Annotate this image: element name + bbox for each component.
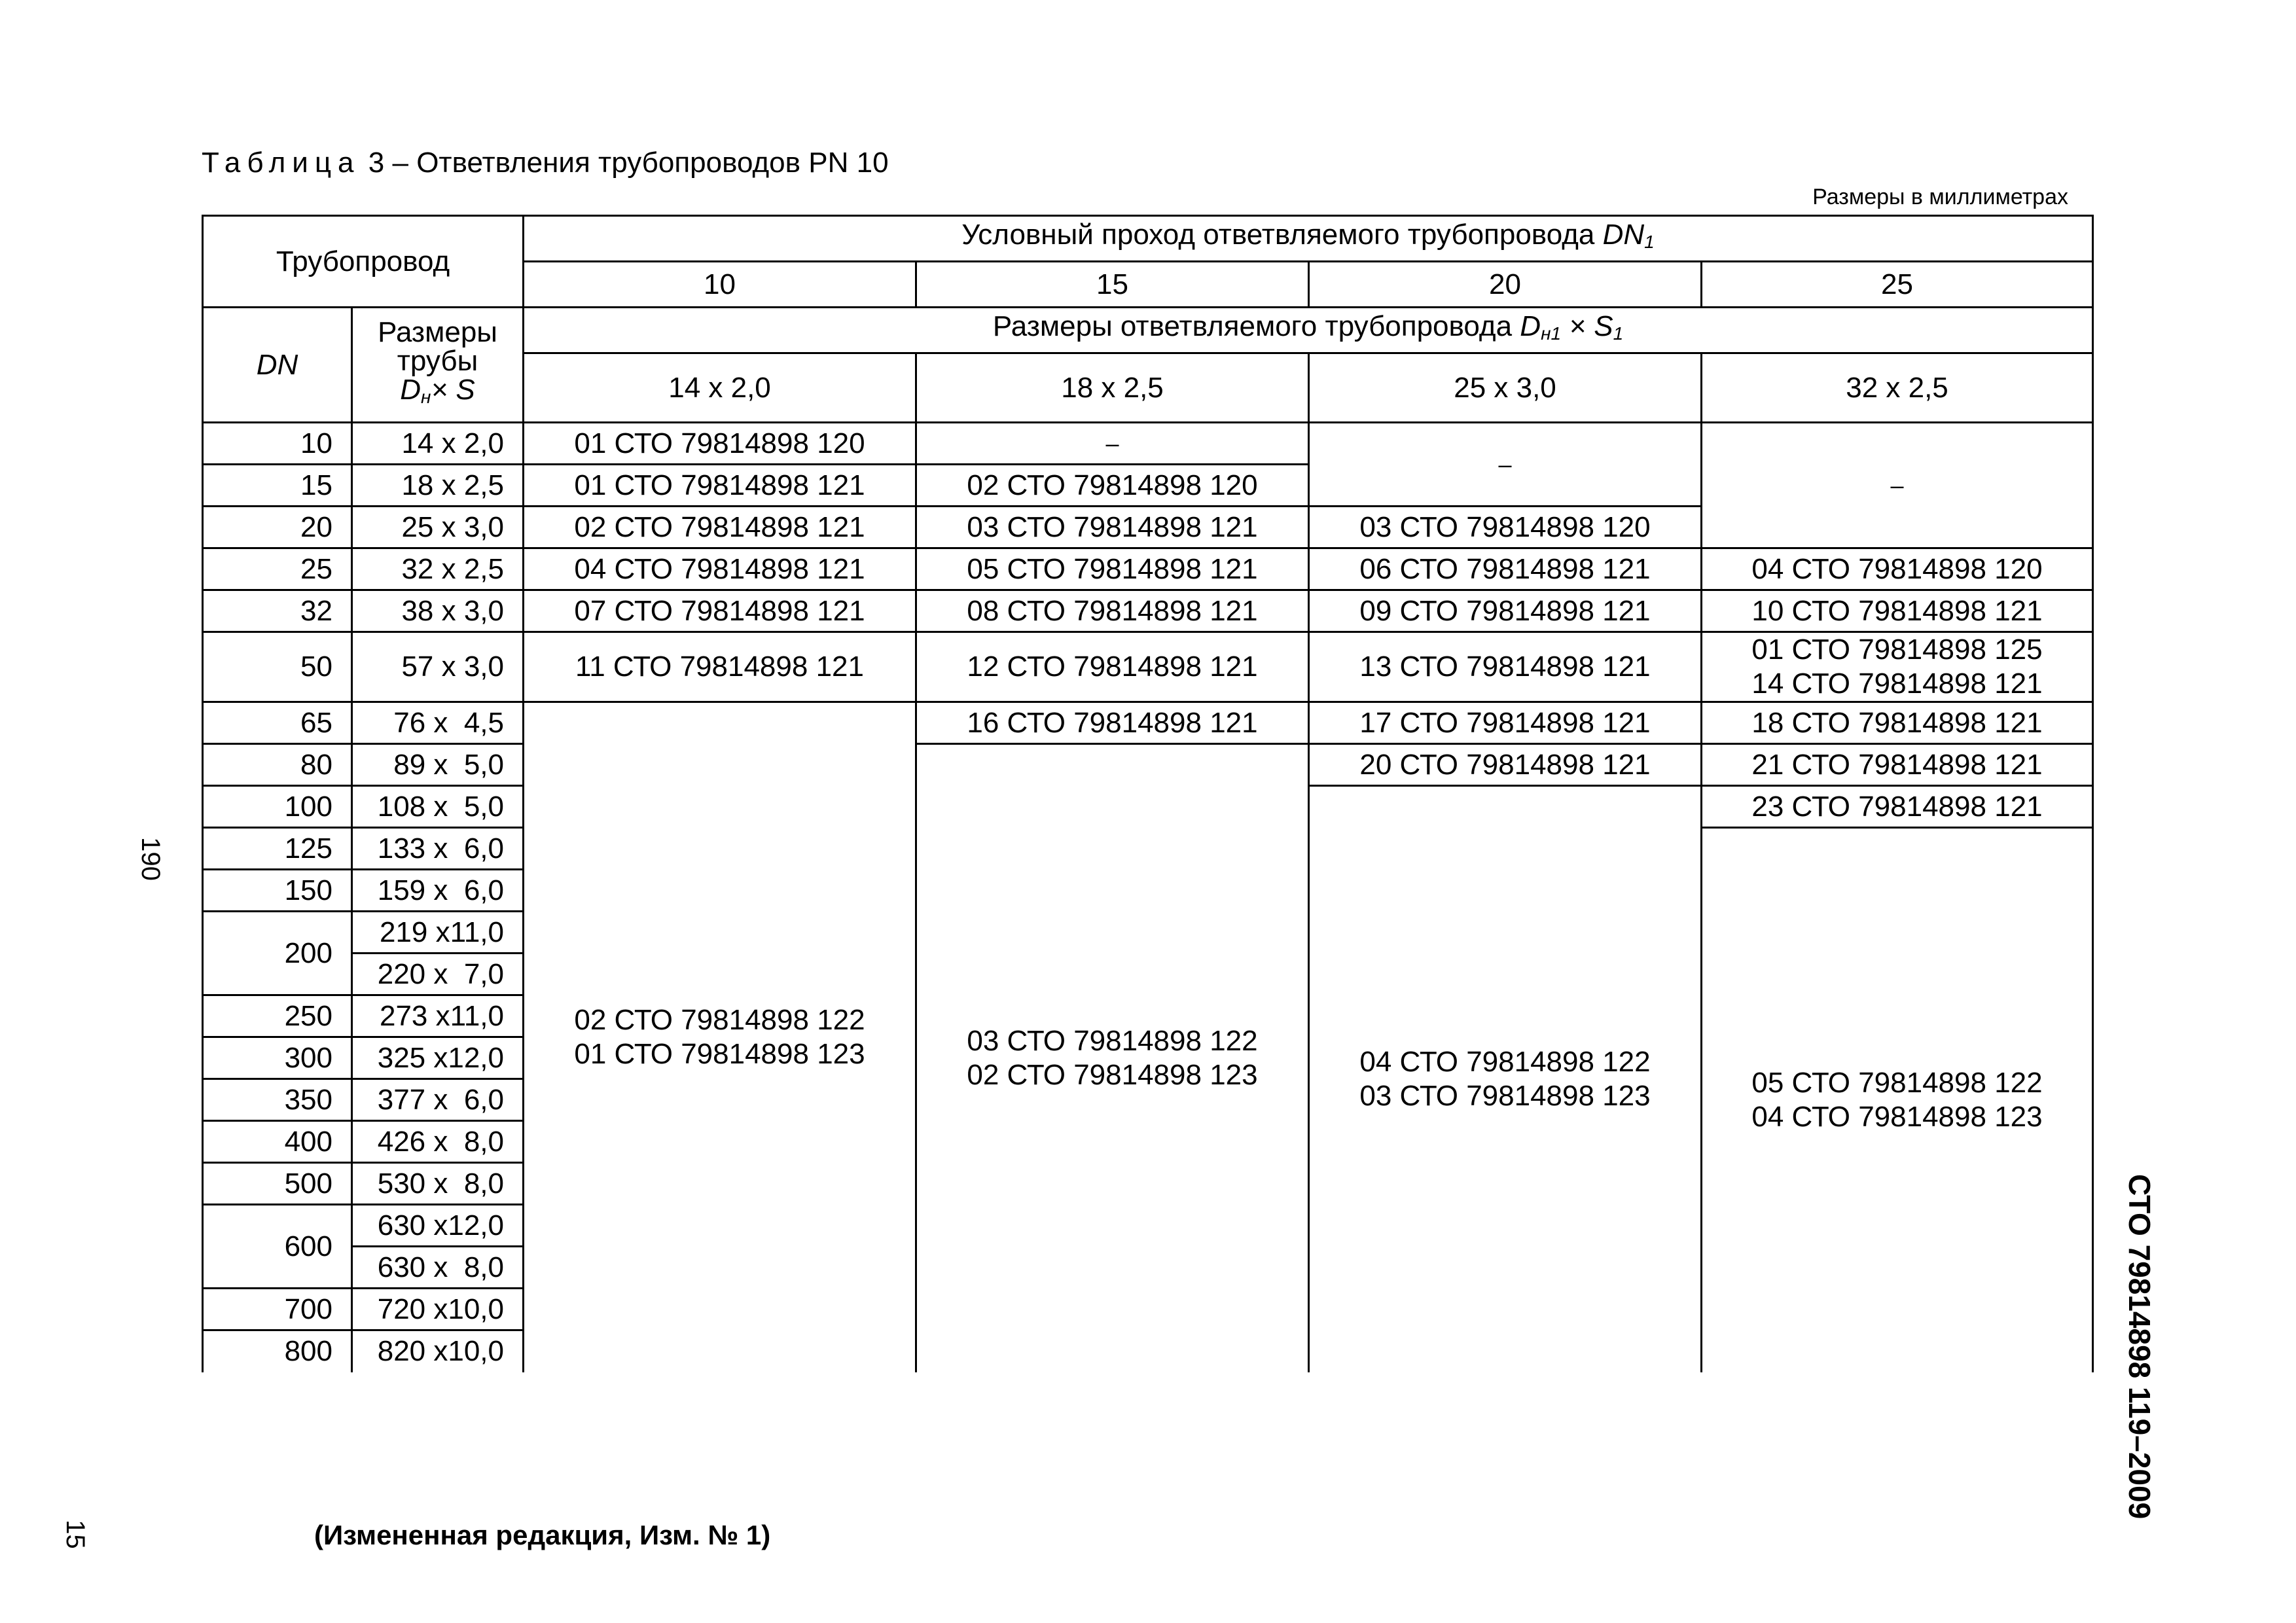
caption-number: 3 (368, 147, 385, 179)
row-size: 630 х 8,0 (352, 1247, 524, 1289)
cell-designation-group (1702, 828, 2093, 1372)
row-dn: 500 (203, 1163, 352, 1205)
row-size: 273 х11,0 (352, 995, 524, 1037)
header-branch-sizes-x: × S (1569, 310, 1613, 342)
header-pipe-sizes-symbol: D (400, 374, 422, 406)
cell-designation-group (524, 702, 916, 1372)
header-dn: DN (203, 308, 352, 423)
branch-size-20: 25 х 3,0 (1309, 353, 1702, 423)
cell-designation: 11 СТО 79814898 121 (524, 632, 916, 702)
header-branch-sizes-sub: н1 (1541, 323, 1562, 344)
cell-dash: – (1309, 423, 1702, 507)
cell-designation: 04 СТО 79814898 120 (1702, 548, 2093, 590)
row-size: 159 х 6,0 (352, 870, 524, 912)
row-size: 219 х11,0 (352, 912, 524, 954)
branch-size-15: 18 х 2,5 (916, 353, 1309, 423)
header-pipe-sizes-line1: Размеры (378, 316, 497, 348)
caption-title: Ответвления трубопроводов PN 10 (416, 147, 889, 179)
cell-designation: 20 СТО 79814898 121 (1309, 744, 1702, 786)
row-dn: 10 (203, 423, 352, 465)
cell-designation: 04 СТО 79814898 121 (524, 548, 916, 590)
cell-designation: 10 СТО 79814898 121 (1702, 590, 2093, 632)
row-size: 38 х 3,0 (352, 590, 524, 632)
header-pipe-sizes-sub: н (421, 387, 431, 407)
header-branch-sizes (524, 308, 2093, 353)
row-dn: 65 (203, 702, 352, 744)
cell-designation: 05 СТО 79814898 122 (1751, 1067, 2043, 1099)
row-dn: 600 (203, 1205, 352, 1289)
units-note: Размеры в миллиметрах (1812, 185, 2068, 209)
row-dn: 150 (203, 870, 352, 912)
cell-designation: 03 СТО 79814898 123 (1359, 1080, 1651, 1113)
amendment-note: (Измененная редакция, Изм. № 1) (314, 1520, 771, 1550)
branch-dn-10: 10 (524, 262, 916, 308)
row-dn: 800 (203, 1330, 352, 1372)
row-dn: 50 (203, 632, 352, 702)
row-dn: 300 (203, 1037, 352, 1079)
cell-designation: 09 СТО 79814898 121 (1309, 590, 1702, 632)
row-size: 220 х 7,0 (352, 954, 524, 995)
branch-size-10: 14 х 2,0 (524, 353, 916, 423)
row-size: 89 х 5,0 (352, 744, 524, 786)
row-size: 18 х 2,5 (352, 465, 524, 507)
cell-designation-pair (1702, 632, 2093, 702)
cell-designation: 02 СТО 79814898 123 (967, 1059, 1258, 1092)
branch-size-25: 32 х 2,5 (1702, 353, 2093, 423)
header-branch-sizes-sub2: 1 (1613, 323, 1624, 344)
branch-dn-15: 15 (916, 262, 1309, 308)
header-pipe-sizes (352, 308, 524, 423)
cell-designation: 16 СТО 79814898 121 (916, 702, 1309, 744)
header-branch-sizes-title: Размеры ответвляемого трубопровода (992, 310, 1513, 342)
row-size: 108 х 5,0 (352, 786, 524, 828)
cell-dash: – (916, 423, 1309, 465)
cell-designation: 02 СТО 79814898 122 (574, 1004, 865, 1037)
row-dn: 15 (203, 465, 352, 507)
row-size: 76 х 4,5 (352, 702, 524, 744)
row-size: 720 х10,0 (352, 1289, 524, 1330)
row-size: 14 х 2,0 (352, 423, 524, 465)
header-branch-dn-title: Условный проход ответвляемого трубопровода (961, 219, 1595, 251)
header-pipeline: Трубопровод (203, 216, 524, 308)
cell-designation: 14 СТО 79814898 121 (1751, 668, 2043, 700)
header-branch-dn-sub: 1 (1644, 232, 1655, 252)
row-size: 32 х 2,5 (352, 548, 524, 590)
cell-designation: 06 СТО 79814898 121 (1309, 548, 1702, 590)
row-size: 325 х12,0 (352, 1037, 524, 1079)
cell-designation: 03 СТО 79814898 120 (1309, 507, 1702, 548)
header-branch-dn-symbol: DN (1602, 219, 1645, 251)
header-branch-dn (524, 216, 2093, 262)
header-branch-sizes-symbol: D (1520, 310, 1541, 342)
cell-designation: 01 СТО 79814898 120 (524, 423, 916, 465)
row-size: 630 х12,0 (352, 1205, 524, 1247)
branch-table (202, 215, 2094, 1372)
row-dn: 25 (203, 548, 352, 590)
caption-prefix: Таблица (202, 147, 361, 179)
page-number-left: 190 (135, 837, 165, 881)
row-dn: 32 (203, 590, 352, 632)
caption-dash: – (392, 147, 408, 179)
cell-designation: 07 СТО 79814898 121 (524, 590, 916, 632)
cell-designation: 04 СТО 79814898 122 (1359, 1046, 1651, 1079)
cell-designation: 01 СТО 79814898 123 (574, 1038, 865, 1071)
cell-designation: 18 СТО 79814898 121 (1702, 702, 2093, 744)
header-pipe-sizes-symbol-line (361, 376, 514, 412)
branch-dn-20: 20 (1309, 262, 1702, 308)
row-size: 133 х 6,0 (352, 828, 524, 870)
cell-designation: 03 СТО 79814898 122 (967, 1025, 1258, 1058)
row-dn: 100 (203, 786, 352, 828)
row-size: 820 х10,0 (352, 1330, 524, 1372)
cell-designation-group (1309, 786, 1702, 1372)
cell-designation: 05 СТО 79814898 121 (916, 548, 1309, 590)
row-size: 25 х 3,0 (352, 507, 524, 548)
row-size: 57 х 3,0 (352, 632, 524, 702)
row-dn: 80 (203, 744, 352, 786)
header-pipe-sizes-line2: трубы (397, 345, 478, 377)
cell-designation: 08 СТО 79814898 121 (916, 590, 1309, 632)
row-dn: 125 (203, 828, 352, 870)
cell-designation: 02 СТО 79814898 121 (524, 507, 916, 548)
row-dn: 350 (203, 1079, 352, 1121)
branch-dn-25: 25 (1702, 262, 2093, 308)
cell-designation: 17 СТО 79814898 121 (1309, 702, 1702, 744)
row-size: 530 х 8,0 (352, 1163, 524, 1205)
row-dn: 20 (203, 507, 352, 548)
cell-designation: 23 СТО 79814898 121 (1702, 786, 2093, 828)
row-dn: 250 (203, 995, 352, 1037)
standard-code: СТО 79814898 119–2009 (2123, 1174, 2157, 1520)
row-dn: 200 (203, 912, 352, 995)
cell-dash: – (1702, 423, 2093, 548)
row-dn: 700 (203, 1289, 352, 1330)
cell-designation: 13 СТО 79814898 121 (1309, 632, 1702, 702)
row-size: 426 х 8,0 (352, 1121, 524, 1163)
cell-designation: 04 СТО 79814898 123 (1751, 1101, 2043, 1133)
cell-designation: 12 СТО 79814898 121 (916, 632, 1309, 702)
cell-designation: 21 СТО 79814898 121 (1702, 744, 2093, 786)
cell-designation: 02 СТО 79814898 120 (916, 465, 1309, 507)
table-caption (202, 147, 889, 179)
row-size: 377 х 6,0 (352, 1079, 524, 1121)
cell-designation-group (916, 744, 1309, 1372)
page-number-bottom: 15 (60, 1520, 90, 1549)
header-pipe-sizes-x: × S (431, 374, 475, 406)
row-dn: 400 (203, 1121, 352, 1163)
cell-designation: 03 СТО 79814898 121 (916, 507, 1309, 548)
cell-designation: 01 СТО 79814898 125 (1751, 633, 2043, 666)
cell-designation: 01 СТО 79814898 121 (524, 465, 916, 507)
